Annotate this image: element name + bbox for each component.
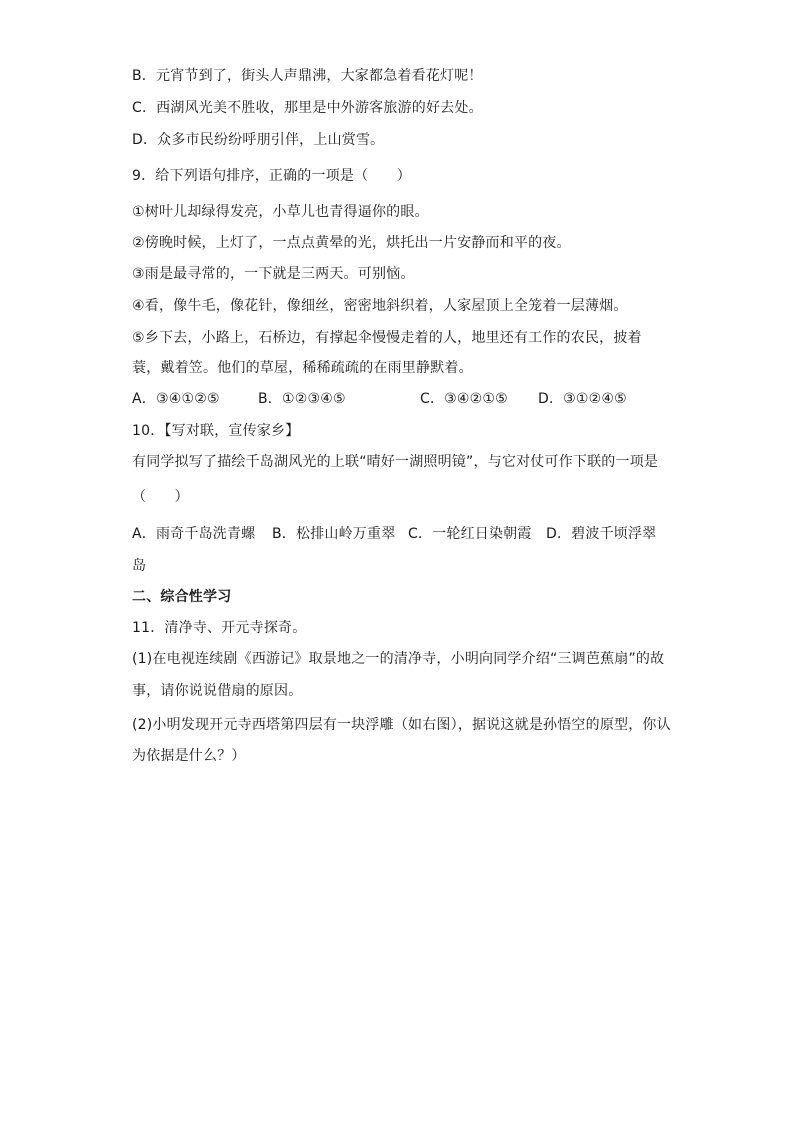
q10-stem-line1: 有同学拟写了描绘千岛湖风光的上联“晴好一湖照明镜”，与它对仗可作下联的一项是: [132, 454, 659, 470]
q11-part2-line1: (2)小明发现开元寺西塔第四层有一块浮雕（如右图），据说这就是孙悟空的原型，你认: [132, 717, 671, 733]
q10-option-a: A．雨奇千岛洗青螺: [132, 526, 256, 542]
q11-part2-line2: 为依据是什么？）: [132, 748, 246, 764]
q9-stem: 9．给下列语句排序，正确的一项是（ ）: [132, 168, 411, 184]
q10-option-b: B．松排山岭万重翠: [272, 526, 396, 542]
q9-option-d: D．③①②④⑤: [538, 391, 627, 407]
q9-sentence-5-line2: 蓑，戴着笠。他们的草屋，稀稀疏疏的在雨里静默着。: [132, 360, 473, 376]
q11-part1-line1: (1)在电视连续剧《西游记》取景地之一的清净寺，小明向同学介绍“三调芭蕉扇”的故: [132, 651, 665, 667]
q9-option-c: C．③④②①⑤: [420, 391, 508, 407]
q8-option-c: C．西湖风光美不胜收，那里是中外游客旅游的好去处。: [132, 100, 483, 116]
q9-sentence-5-line1: ⑤乡下去，小路上，石桥边，有撑起伞慢慢走着的人，地里还有工作的农民，披着: [132, 330, 642, 346]
q9-sentence-2: ②傍晚时候，上灯了，一点点黄晕的光，烘托出一片安静而和平的夜。: [132, 235, 571, 251]
q9-options: [132, 389, 627, 409]
q11-part1-line2: 事，请你说说借扇的原因。: [132, 683, 303, 699]
q10-option-d-wrap: 岛: [132, 558, 147, 574]
q10-title: 10．【写对联，宣传家乡】: [132, 423, 300, 439]
q8-option-b: B．元宵节到了，街头人声鼎沸，大家都急着看花灯呢！: [132, 68, 483, 84]
q9-option-a: A．③④①②⑤: [132, 391, 220, 407]
q10-option-d: D．碧波千顷浮翠: [546, 526, 657, 542]
q10-option-c: C．一轮红日染朝霞: [408, 526, 532, 542]
q8-option-d: D．众多市民纷纷呼朋引伴，上山赏雪。: [132, 132, 385, 148]
q10-options: [132, 524, 656, 544]
q9-sentence-1: ①树叶儿却绿得发亮，小草儿也青得逼你的眼。: [132, 204, 429, 220]
q11-stem: 11．清净寺、开元寺探奇。: [132, 620, 307, 636]
q10-stem-line2: （ ）: [132, 489, 189, 505]
section-heading: 二、综合性学习: [132, 589, 232, 605]
q9-sentence-3: ③雨是最寻常的，一下就是三两天。可别恼。: [132, 266, 415, 282]
q9-sentence-4: ④看，像牛毛，像花针，像细丝，密密地斜织着，人家屋顶上全笼着一层薄烟。: [132, 298, 628, 314]
q9-option-b: B．①②③④⑤: [258, 391, 346, 407]
